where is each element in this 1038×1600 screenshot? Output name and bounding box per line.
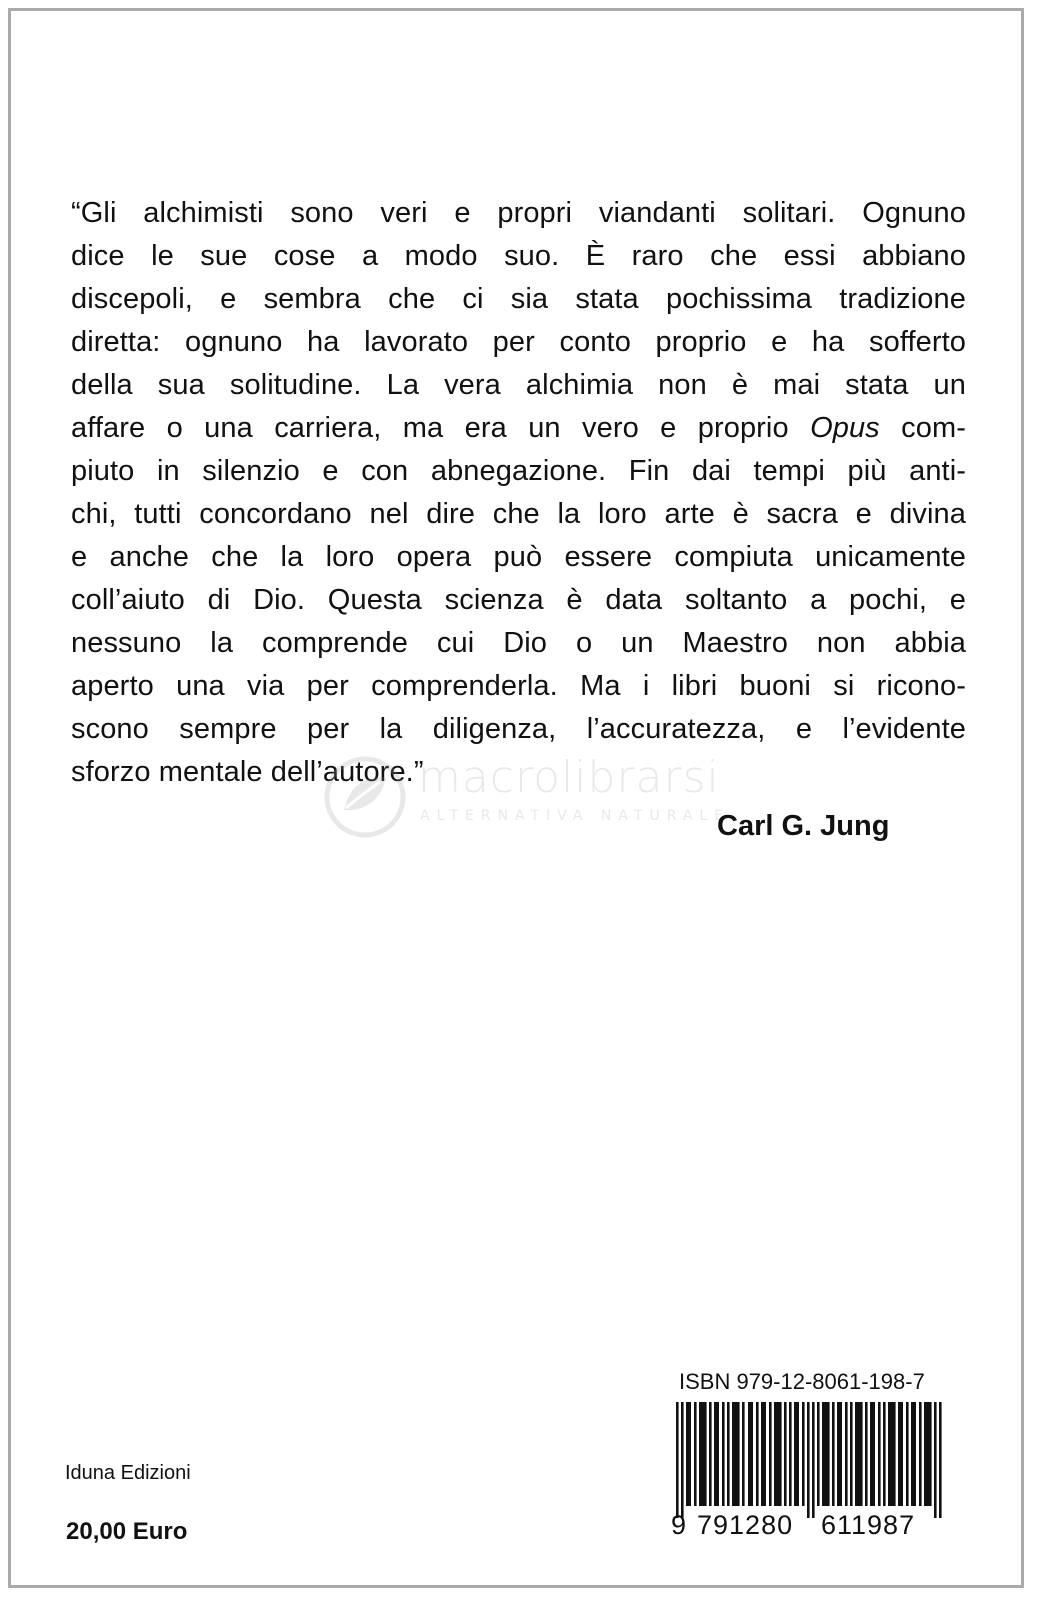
publisher-name: Iduna Edizioni [65, 1462, 191, 1484]
quote-line-1: “Gli alchimisti sono veri e propri viandanti solitari. Ognuno [71, 197, 966, 229]
quote-line-5: della sua solitudine. La vera alchimia non è mai stata un [71, 369, 966, 401]
quote-line-6-end: com- [901, 412, 966, 444]
quote-line-4: diretta: ognuno ha lavorato per conto proprio e ha sofferto [71, 326, 966, 358]
watermark-name: macrolibrarsi [418, 752, 720, 803]
barcode [676, 1402, 944, 1518]
quote-line-13: scono sempre per la diligenza, l’accuratezza, e l’evidente [71, 713, 966, 745]
quote-line-11: nessuno la comprende cui Dio o un Maestro non abbia [71, 627, 966, 659]
isbn-label: ISBN 979-12-8061-198-7 [679, 1369, 925, 1394]
barcode-digit-lead: 9 [671, 1510, 688, 1540]
quote-line-8: chi, tutti concordano nel dire che la loro arte è sacra e divina [71, 498, 966, 530]
quote-line-6-text: affare o una carriera, ma era un vero e proprio [71, 412, 789, 444]
quote-line-2: dice le sue cose a modo suo. È raro che essi abbiano [71, 240, 966, 272]
quote-author: Carl G. Jung [717, 810, 890, 842]
quote-line-6 [71, 407, 966, 450]
book-price: 20,00 Euro [66, 1518, 188, 1545]
quote-opus-italic: Opus [810, 412, 880, 444]
quote-line-14: sforzo mentale dell’autore.” [71, 756, 424, 788]
barcode-digit-group-1: 791280 [697, 1510, 794, 1540]
barcode-digit-group-2: 611987 [821, 1510, 916, 1540]
quote-line-10: coll’aiuto di Dio. Questa scienza è data soltanto a pochi, e [71, 584, 966, 616]
watermark-tagline: ALTERNATIVA NATURALE [420, 808, 731, 824]
quote-line-7: piuto in silenzio e con abnegazione. Fin dai tempi più anti- [71, 455, 966, 487]
quote-line-12: aperto una via per comprenderla. Ma i libri buoni si ricono- [71, 670, 966, 702]
jung-quote [71, 192, 966, 794]
quote-line-9: e anche che la loro opera può essere compiuta unicamente [71, 541, 966, 573]
quote-line-3: discepoli, e sembra che ci sia stata pochissima tradizione [71, 283, 966, 315]
barcode-digits [671, 1510, 951, 1541]
